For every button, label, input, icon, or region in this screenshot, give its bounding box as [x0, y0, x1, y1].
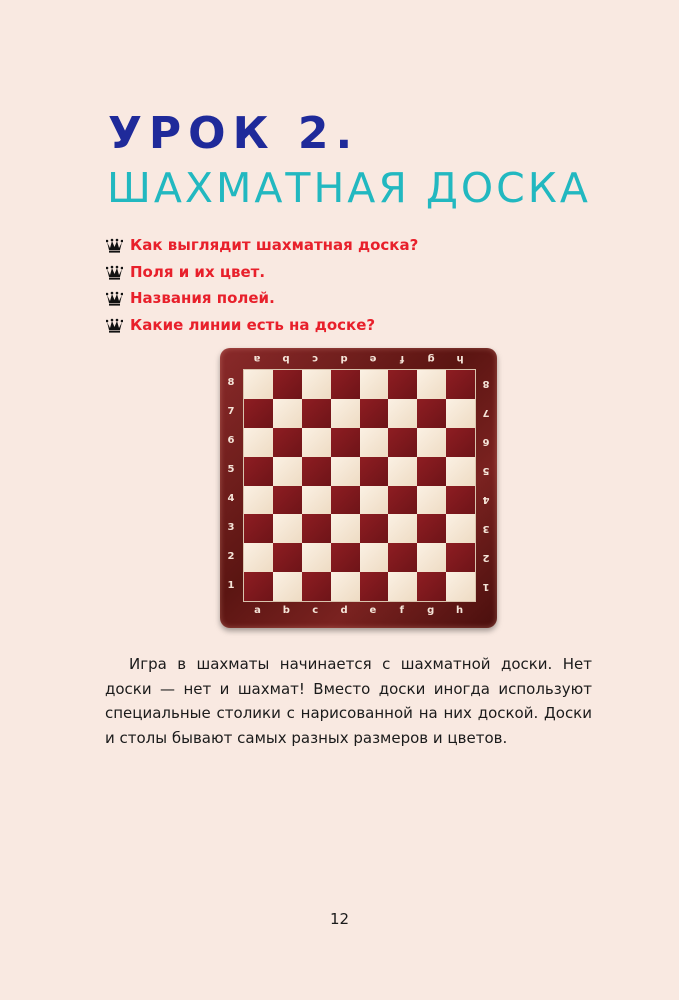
square-c7 — [302, 399, 331, 428]
square-d2 — [331, 543, 360, 572]
square-h8 — [446, 370, 475, 399]
coordinate-label: 5 — [227, 464, 235, 476]
lesson-number: УРОК 2. — [108, 108, 360, 159]
square-d1 — [331, 572, 360, 601]
square-f5 — [388, 457, 417, 486]
square-e8 — [360, 370, 389, 399]
square-f7 — [388, 399, 417, 428]
square-e4 — [360, 486, 389, 515]
square-d8 — [331, 370, 360, 399]
coordinate-label: 4 — [482, 493, 490, 505]
coordinate-label: 7 — [227, 406, 235, 418]
coordinate-label: a — [254, 605, 261, 616]
square-b1 — [273, 572, 302, 601]
square-h4 — [446, 486, 475, 515]
square-f1 — [388, 572, 417, 601]
square-e7 — [360, 399, 389, 428]
square-g7 — [417, 399, 446, 428]
coordinate-label: d — [340, 605, 348, 616]
square-h6 — [446, 428, 475, 457]
square-g1 — [417, 572, 446, 601]
coordinate-label: f — [399, 353, 404, 364]
chessboard-figure — [220, 348, 497, 628]
square-b2 — [273, 543, 302, 572]
coordinate-label: b — [282, 353, 290, 364]
coordinate-label: 2 — [227, 550, 235, 562]
coordinate-label: 6 — [227, 435, 235, 447]
square-a1 — [244, 572, 273, 601]
square-g3 — [417, 514, 446, 543]
topic-item — [106, 312, 418, 339]
square-g6 — [417, 428, 446, 457]
coordinate-label: b — [282, 605, 290, 616]
square-d4 — [331, 486, 360, 515]
square-h7 — [446, 399, 475, 428]
topic-item — [106, 259, 418, 286]
lesson-title: ШАХМАТНАЯ ДОСКА — [107, 164, 591, 212]
square-g5 — [417, 457, 446, 486]
square-f3 — [388, 514, 417, 543]
coordinate-label: 8 — [227, 377, 235, 389]
square-b8 — [273, 370, 302, 399]
square-c8 — [302, 370, 331, 399]
coordinate-label: 6 — [482, 436, 490, 448]
square-e3 — [360, 514, 389, 543]
topic-text: Какие линии есть на доске? — [130, 315, 376, 334]
topic-text: Названия полей. — [130, 289, 275, 308]
square-c6 — [302, 428, 331, 457]
square-g4 — [417, 486, 446, 515]
coordinate-label: d — [340, 353, 348, 364]
square-c4 — [302, 486, 331, 515]
square-g2 — [417, 543, 446, 572]
square-b4 — [273, 486, 302, 515]
square-d7 — [331, 399, 360, 428]
topic-item — [106, 285, 418, 312]
square-e1 — [360, 572, 389, 601]
square-c1 — [302, 572, 331, 601]
square-b5 — [273, 457, 302, 486]
chessboard-grid — [243, 369, 476, 602]
topic-text: Как выглядит шахматная доска? — [130, 236, 419, 255]
coordinate-label: f — [399, 605, 404, 616]
square-b7 — [273, 399, 302, 428]
coordinate-label: h — [456, 605, 464, 616]
square-a2 — [244, 543, 273, 572]
square-f2 — [388, 543, 417, 572]
square-d3 — [331, 514, 360, 543]
square-a4 — [244, 486, 273, 515]
coordinate-label: 7 — [482, 407, 490, 419]
square-h3 — [446, 514, 475, 543]
coordinate-label: 1 — [227, 579, 235, 591]
square-f8 — [388, 370, 417, 399]
square-d5 — [331, 457, 360, 486]
square-h5 — [446, 457, 475, 486]
square-f4 — [388, 486, 417, 515]
square-b6 — [273, 428, 302, 457]
square-e6 — [360, 428, 389, 457]
coordinate-label: g — [427, 353, 435, 364]
queen-crown-icon — [106, 317, 123, 333]
topic-text: Поля и их цвет. — [130, 262, 266, 281]
queen-crown-icon — [106, 237, 123, 253]
coordinate-label: a — [254, 353, 261, 364]
square-g8 — [417, 370, 446, 399]
page-number: 12 — [329, 910, 350, 928]
queen-crown-icon — [106, 290, 123, 306]
square-e5 — [360, 457, 389, 486]
coordinate-label: 3 — [482, 522, 490, 534]
coordinate-label: h — [456, 353, 464, 364]
coordinate-label: c — [312, 605, 319, 616]
coordinate-label: 5 — [482, 465, 490, 477]
coordinate-label: 4 — [227, 492, 235, 504]
topics-list — [106, 232, 418, 338]
square-h1 — [446, 572, 475, 601]
square-b3 — [273, 514, 302, 543]
coordinate-label: 3 — [227, 521, 235, 533]
square-d6 — [331, 428, 360, 457]
square-a8 — [244, 370, 273, 399]
topic-item — [106, 232, 418, 259]
square-a5 — [244, 457, 273, 486]
square-c3 — [302, 514, 331, 543]
coordinate-label: 2 — [482, 551, 490, 563]
coordinate-label: e — [369, 605, 377, 616]
square-f6 — [388, 428, 417, 457]
coordinate-label: 1 — [482, 580, 490, 592]
coordinate-label: c — [312, 353, 319, 364]
square-a6 — [244, 428, 273, 457]
square-c5 — [302, 457, 331, 486]
square-c2 — [302, 543, 331, 572]
square-a7 — [244, 399, 273, 428]
coordinate-label: e — [369, 353, 377, 364]
coordinate-label: g — [427, 605, 435, 616]
square-e2 — [360, 543, 389, 572]
body-paragraph: Игра в шахматы начинается с шахматной доски. Нет доски — нет и шахмат! Вместо доски иногда используют специальные столики с нарисованной на них доской. Доски и столы бывают самых разных размеров и цветов. — [105, 655, 592, 747]
coordinate-label: 8 — [482, 378, 490, 390]
square-h2 — [446, 543, 475, 572]
queen-crown-icon — [106, 264, 123, 280]
square-a3 — [244, 514, 273, 543]
